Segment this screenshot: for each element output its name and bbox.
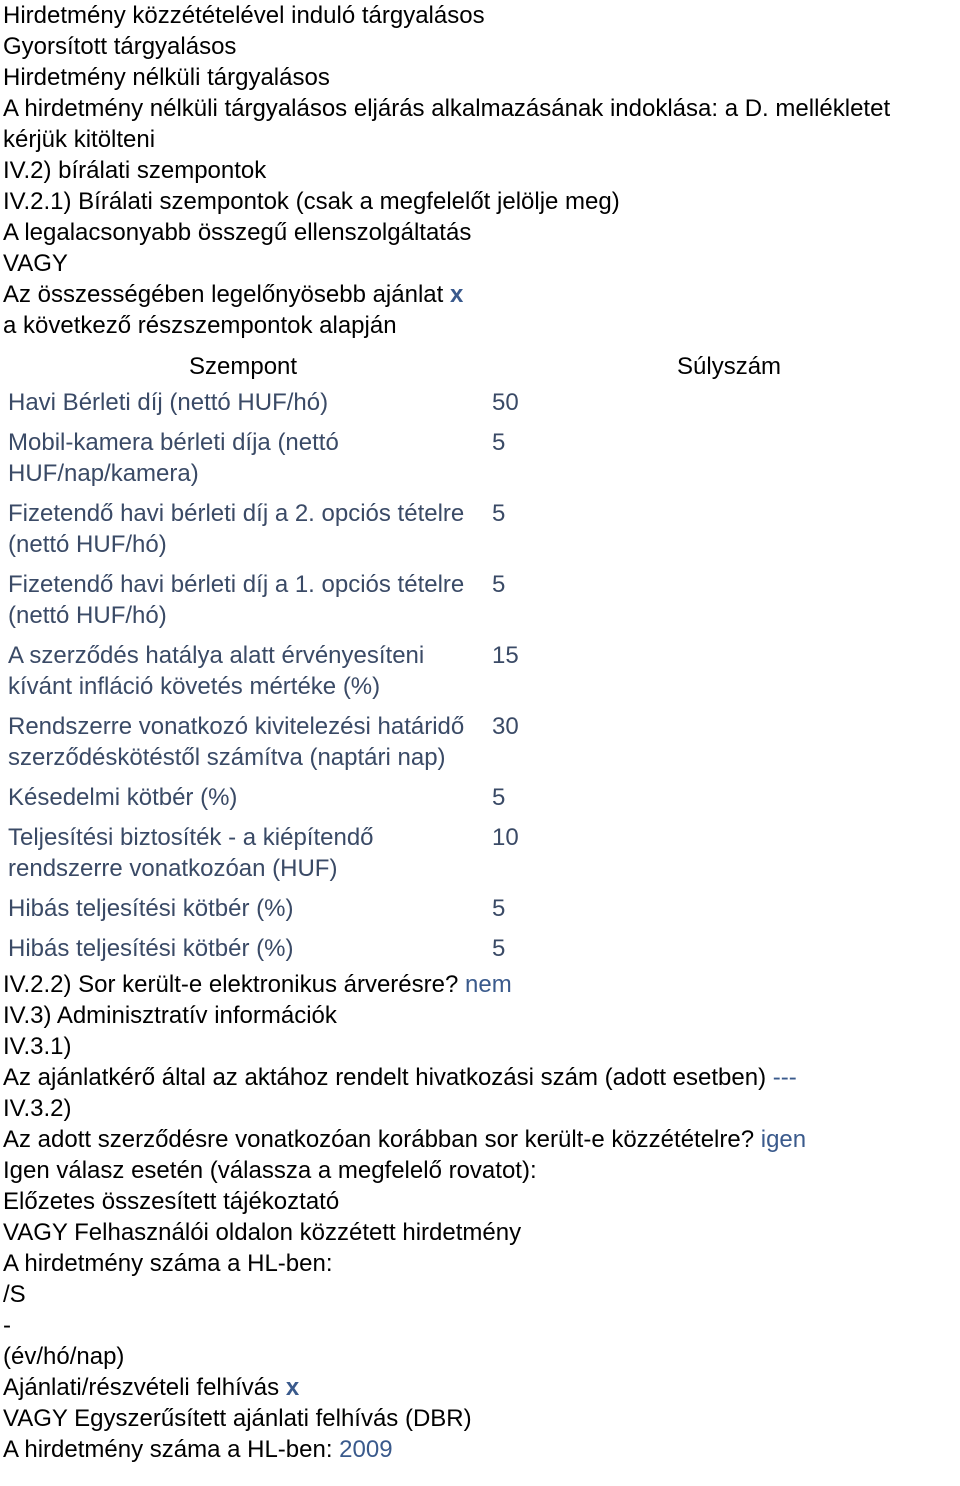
criterion-name: Rendszerre vonatkozó kivitelezési határidő szerződéskötéstől számítva (naptári nap) <box>8 713 465 771</box>
justification-note: A hirdetmény nélküli tárgyalásos eljárás alkalmazásának indoklása: a D. mellékletet kérjük kitölteni <box>3 95 891 153</box>
earlier-publication <box>3 1124 953 1155</box>
procedure-negotiated-without-notice: Hirdetmény nélküli tárgyalásos <box>3 64 330 91</box>
criterion-weight: 5 <box>492 935 506 962</box>
date-format-placeholder: (év/hó/nap) <box>3 1343 125 1370</box>
criterion-weight: 15 <box>492 642 519 669</box>
prior-information-notice: Előzetes összesített tájékoztató <box>3 1188 340 1215</box>
call-for-tender-mark: x <box>285 1374 300 1401</box>
criterion-weight: 30 <box>492 713 519 740</box>
section-iv31-heading: IV.3.1) <box>3 1033 72 1060</box>
table-row <box>3 707 953 778</box>
criteria-table <box>3 383 953 969</box>
criterion-name: Hibás teljesítési kötbér (%) <box>8 895 294 922</box>
criterion-name: Teljesítési biztosíték - a kiépítendő rendszerre vonatkozóan (HUF) <box>8 824 374 882</box>
criterion-name: A szerződés hatálya alatt érvényesíteni kívánt infláció követés mértéke (%) <box>8 642 425 700</box>
call-for-tender <box>3 1372 953 1403</box>
procedure-accelerated-negotiated: Gyorsított tárgyalásos <box>3 33 237 60</box>
criterion-name: Fizetendő havi bérleti díj a 2. opciós tételre (nettó HUF/hó) <box>8 500 465 558</box>
hl-notice-number <box>3 1434 953 1465</box>
table-row <box>3 778 953 818</box>
criterion-column-header: Szempont <box>189 353 298 380</box>
dash-placeholder: - <box>3 1312 11 1339</box>
best-offer-option <box>3 279 953 310</box>
earlier-publication-label: Az adott szerződésre vonatkozóan korábban sor került-e közzétételre? <box>3 1126 755 1153</box>
criterion-name: Hibás teljesítési kötbér (%) <box>8 935 294 962</box>
electronic-auction-value: nem <box>465 971 512 998</box>
section-iv2-heading: IV.2) bírálati szempontok <box>3 157 267 184</box>
table-row <box>3 565 953 636</box>
table-row <box>3 889 953 929</box>
criterion-name: Havi Bérleti díj (nettó HUF/hó) <box>8 389 329 416</box>
table-row <box>3 494 953 565</box>
section-iv21-heading: IV.2.1) Bírálati szempontok (csak a megfelelőt jelölje meg) <box>3 188 620 215</box>
or-separator: VAGY <box>3 250 68 277</box>
criterion-weight: 5 <box>492 784 506 811</box>
table-row <box>3 818 953 889</box>
table-row <box>3 383 953 423</box>
table-row <box>3 929 953 969</box>
criterion-weight: 5 <box>492 500 506 527</box>
section-iv32-heading: IV.3.2) <box>3 1095 72 1122</box>
criterion-weight: 10 <box>492 824 519 851</box>
table-row <box>3 423 953 494</box>
simplified-call-option: VAGY Egyszerűsített ajánlati felhívás (DBR) <box>3 1405 472 1432</box>
buyer-profile-notice: VAGY Felhasználói oldalon közzétett hirdetmény <box>3 1219 522 1246</box>
call-for-tender-label: Ajánlati/részvételi felhívás <box>3 1374 280 1401</box>
yes-answer-instruction: Igen válasz esetén (válassza a megfelelő rovatot): <box>3 1157 537 1184</box>
criterion-name: Fizetendő havi bérleti díj a 1. opciós tételre (nettó HUF/hó) <box>8 571 465 629</box>
criterion-weight: 5 <box>492 895 506 922</box>
electronic-auction <box>3 969 953 1000</box>
subcriteria-intro: a következő részszempontok alapján <box>3 312 397 339</box>
criteria-table-header <box>3 341 953 383</box>
criterion-weight: 5 <box>492 429 506 456</box>
criterion-name: Mobil-kamera bérleti díja (nettó HUF/nap/kamera) <box>8 429 339 487</box>
table-row <box>3 636 953 707</box>
document <box>3 0 953 1465</box>
electronic-auction-label: IV.2.2) Sor került-e elektronikus árverésre? <box>3 971 459 998</box>
oj-series-placeholder: /S <box>3 1281 26 1308</box>
earlier-publication-value: igen <box>760 1126 807 1153</box>
criterion-name: Késedelmi kötbér (%) <box>8 784 238 811</box>
reference-number-value: --- <box>772 1064 797 1091</box>
lowest-price-option: A legalacsonyabb összegű ellenszolgáltatás <box>3 219 472 246</box>
hl-notice-number-label: A hirdetmény száma a HL-ben: <box>3 1436 333 1463</box>
section-iv3-heading: IV.3) Adminisztratív információk <box>3 1002 337 1029</box>
best-offer-mark: x <box>449 281 464 308</box>
criterion-weight: 5 <box>492 571 506 598</box>
procedure-negotiated-with-notice: Hirdetmény közzétételével induló tárgyalásos <box>3 2 485 29</box>
reference-number-label: Az ajánlatkérő által az aktához rendelt hivatkozási szám (adott esetben) <box>3 1064 767 1091</box>
oj-notice-number-label: A hirdetmény száma a HL-ben: <box>3 1250 333 1277</box>
criterion-weight: 50 <box>492 389 519 416</box>
reference-number <box>3 1062 953 1093</box>
weight-column-header: Súlyszám <box>677 353 782 380</box>
best-offer-label: Az összességében legelőnyösebb ajánlat <box>3 281 444 308</box>
hl-notice-number-value: 2009 <box>339 1436 393 1463</box>
